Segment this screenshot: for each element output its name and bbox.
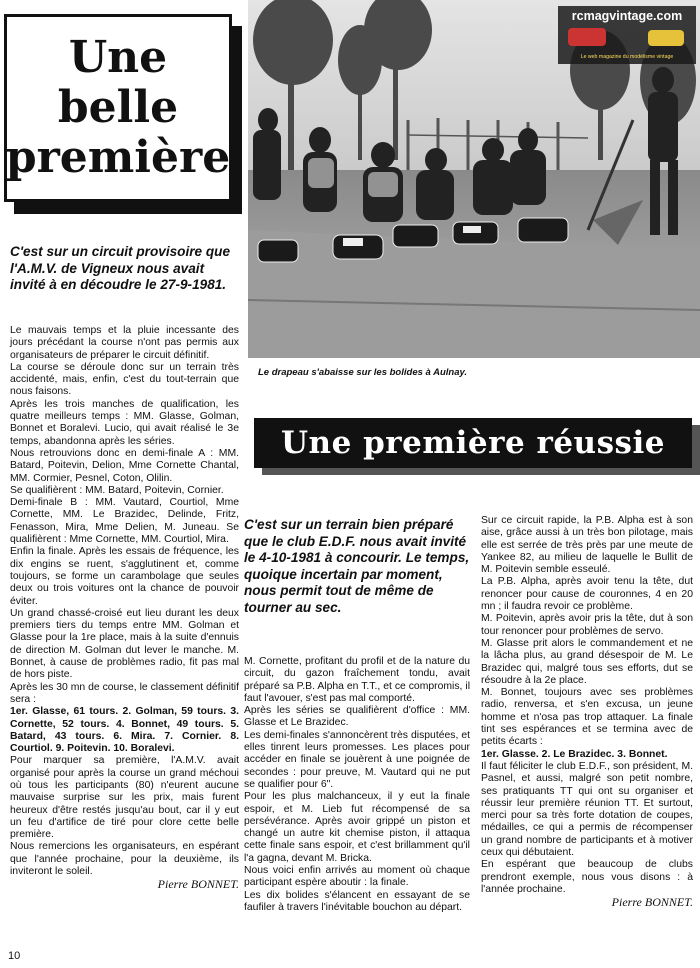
article1-title-box — [4, 14, 232, 202]
paragraph: Les demi-finales s'annoncèrent très disputées, et elles tinrent leurs promesses. Les places pour accéder en finale se jouèrent à une poignée de secondes : pour preuve, M. Vautard qui ne put se qualifier pour 6". — [244, 729, 470, 790]
paragraph: Nous retrouvions donc en demi-finale A : MM. Batard, Poitevin, Delion, Mme Cornette Chantal, MM. Cormier, Pesnel, Coton, Olilin. — [10, 447, 239, 484]
paragraph: Demi-finale B : MM. Vautard, Courtiol, Mme Cornette, MM. Le Brazidec, Delinde, Fritz, Fenasson, Mira, Mme Delien, M. Juneau. Se qualifièrent : Mme Cornette, MM. Courtiol, Mira. — [10, 497, 239, 546]
article1-title-line: première — [5, 132, 231, 183]
logo-graphic — [558, 6, 696, 64]
paragraph: Les dix bolides s'élancent en essayant de se faufiler à travers l'inévitable bouchon au départ. — [244, 889, 470, 913]
paragraph: Enfin la finale. Après les essais de fréquence, les dix engins se ruent, s'agglutinent et, comme toujours, se forme un carambolage que seules deux ou trois voitures ont la chance de pouvoir éviter. — [10, 546, 239, 607]
paragraph: Nous remercions les organisateurs, en espérant que l'année prochaine, pour la deuxième, ils inviteront le soleil. — [10, 841, 239, 878]
paragraph: Pour marquer sa première, l'A.M.V. avait organisé pour après la course un grand méchoui où tous les participants (80) n'eurent aucune mauvaise surprise sur les prix, mais furent heureux d'être restés jusqu'au bout, car il y eut un feu d'artifice de tiré pour clore cette belle première. — [10, 755, 239, 841]
article2-title: Une première réussie — [254, 418, 692, 468]
paragraph: Sur ce circuit rapide, la P.B. Alpha est à son aise, grâce aussi à un très bon pilotage, mais elle est serrée de très près par une meute de Yankee 82, au milieu de laquelle le Bullit de M. Poitevin semble esseulé. — [481, 515, 693, 576]
article2-results: 1er. Glasse. 2. Le Brazidec. 3. Bonnet. — [481, 748, 668, 760]
paragraph: La P.B. Alpha, après avoir tenu la tête, dut renoncer pour cause de couronnes, 4 en 20 mn ; il faudra revoir ce problème. — [481, 576, 693, 613]
paragraph: Après les 30 mn de course, le classement définitif sera : — [10, 681, 239, 705]
article1-intro: C'est sur un circuit provisoire que l'A.M.V. de Vigneux nous avait invité à en découdre le 27-9-1981. — [10, 244, 231, 292]
logo-tagline: Le web magazine du modélisme vintage — [580, 54, 674, 60]
paragraph: Après les séries se qualifièrent d'office : MM. Glasse et Le Brazidec. — [244, 705, 470, 729]
photo-caption: Le drapeau s'abaisse sur les bolides à Aulnay. — [258, 367, 468, 378]
article1-signature: Pierre BONNET. — [157, 877, 239, 892]
paragraph: Pour les plus malchanceux, il y eut la finale espoir, et M. Lieb fut récompensé de sa persévérance. Après avoir grippé un piston et changé un autre kit chemise piston, il attaqua cette finale sans espoir, et c'est brillamment qu'il l'a gagna, devant M. Bricka. — [244, 791, 470, 864]
paragraph: M. Poitevin, après avoir pris la tête, dut à son tour renoncer pour problèmes de servo. — [481, 613, 693, 637]
paragraph: M. Cornette, profitant du profil et de la nature du circuit, du gazon fraîchement tondu, avait préparé sa P.B. Alpha en T.T., et ce compromis, il faut l'avouer, s'est pas mal comporté. — [244, 656, 470, 704]
article2-body-col2 — [244, 656, 470, 914]
article2-signature: Pierre BONNET. — [611, 895, 693, 910]
paragraph: Le mauvais temps et la pluie incessante des jours précédant la course n'ont pas permis aux organisateurs de préparer le circuit définitif. — [10, 325, 239, 361]
logo-title: rcmagvintage.com — [571, 9, 683, 23]
article1-results: 1er. Glasse, 61 tours. 2. Golman, 59 tours. 3. Cornette, 52 tours. 4. Bonnet, 49 tours. 5. Batard, 43 tours. 6. Mira. 7. Cornier. 8. Courtiol. 9. Poitevin. 10. Boralevi. — [10, 706, 239, 755]
paragraph: Il faut féliciter le club E.D.F., son président, M. Pasnel, et aussi, malgré son petit nombre, ses pratiquants TT qui ont su organiser et réussir leur première réunion TT. Et surtout, merci pour sa très forte dotation de coupes, médailles, ce qui a permis de récompenser un grand nombre de participants et à motiver ceux qui débutaient. — [481, 760, 693, 859]
paragraph: M. Bonnet, toujours avec ses problèmes radio, renversa, et s'en excusa, un jeune homme et n'osa pas trop attaquer. La finale tint ses espérances et se termina avec de petits écarts : — [481, 687, 693, 748]
article1-title-line: belle — [57, 82, 179, 133]
page-number: 10 — [8, 950, 21, 962]
paragraph: Nous voici enfin arrivés au moment où chaque participant espère aboutir : la finale. — [244, 865, 470, 889]
paragraph: Un grand chassé-croisé eut lieu durant les deux premiers tiers du temps entre MM. Golman et Glasse pour la 1re place, mais à la suite d'ennuis de direction M. Golman dut lever le manche. M. Bonnet, à cause de problèmes radio, fit pas mal de hors piste. — [10, 607, 239, 681]
article1-body — [10, 325, 239, 891]
paragraph: En espérant que beaucoup de clubs prendront exemple, nous vous disons : à l'année prochaine. — [481, 859, 693, 895]
paragraph: Se qualifièrent : MM. Batard, Poitevin, Cornier. — [10, 484, 224, 496]
article2-intro: C'est sur un terrain bien préparé que le club E.D.F. nous avait invité le 4-10-1981 à concourir. Le temps, quoique incertain par moment, nous permit tout de même de tourner au sec. — [244, 517, 470, 615]
site-logo — [558, 6, 696, 64]
article2-body-col3 — [481, 515, 693, 909]
article1-title-line: Une — [68, 32, 168, 83]
paragraph: La course se déroule donc sur un terrain très accidenté, mais, enfin, c'est du tout-terrain que nous faisons. — [10, 361, 239, 398]
paragraph: M. Glasse prit alors le commandement et ne la lâcha plus, au grand désespoir de M. Le Brazidec qui, malgré tous ses efforts, dut se résoudre à la 2e place. — [481, 637, 693, 686]
paragraph: Après les trois manches de qualification, les quatre meilleurs temps : MM. Glasse, Golman, Bonnet et Boralevi. Lucio, qui avait réalisé le 3e temps, abandonna après les séries. — [10, 398, 239, 447]
